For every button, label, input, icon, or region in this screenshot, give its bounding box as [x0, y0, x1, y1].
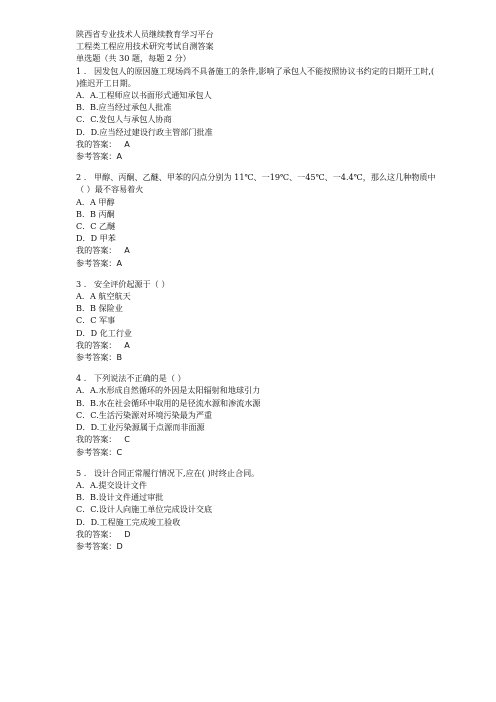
my-answer-value: A: [124, 138, 130, 149]
question-stem: [76, 467, 436, 479]
question-number: 3 .: [76, 278, 87, 289]
answer-option: C．C.发包人与承包人协商: [76, 114, 172, 125]
reference-answer-label: 参考答案：: [76, 151, 117, 162]
reference-answer-value: D: [116, 540, 123, 551]
reference-answer-value: C: [116, 446, 123, 457]
answer-option: A．A 航空航天: [76, 291, 131, 302]
my-answer-line: [76, 138, 436, 150]
answer-option: B．B 丙酮: [76, 208, 115, 219]
answer-option: C．C.生活污染源对环境污染最为严重: [76, 409, 213, 420]
my-answer-value: D: [124, 528, 131, 539]
answer-option: B．B.设计文件通过审批: [76, 492, 164, 503]
question-stem: [76, 372, 436, 384]
answer-option: C．C 乙醚: [76, 221, 116, 232]
my-answer-line: [76, 433, 436, 445]
question-text: 甲醇、丙酮、乙醚、甲苯的闪点分别为 11℃、一19℃、一45℃、一4.4℃，那么这几种物质中（ ）最不容易着火: [76, 172, 436, 195]
document-title: 陕西省专业技术人员继续教育学习平台: [76, 29, 214, 39]
document-page: [76, 28, 436, 552]
answer-option: D．D 化工行业: [76, 327, 133, 338]
question-list: [76, 65, 436, 553]
question-stem: [76, 278, 436, 290]
my-answer-value: A: [124, 245, 130, 256]
answer-option: D．D.应当经过建设行政主管部门批准: [76, 126, 213, 137]
answer-option: B．B.应当经过承包人批准: [76, 102, 172, 113]
answer-option: B．B 保险业: [76, 303, 123, 314]
answer-option: A．A.水形成自然循环的外因是太阳辐射和地球引力: [76, 385, 261, 396]
my-answer-label: 我的答案：: [76, 339, 117, 350]
answer-option: B．B.水在社会循环中取用的是径流水源和渗流水源: [76, 397, 261, 408]
question-stem: [76, 171, 436, 195]
answer-option: C．C.设计人向施工单位完成设计交底: [76, 504, 213, 515]
question-text: 下列说法不正确的是（ ）: [94, 373, 186, 384]
question-number: 1 .: [76, 65, 87, 76]
my-answer-label: 我的答案：: [76, 528, 117, 539]
document-subtitle: 工程类工程应用技术研究考试自测答案: [76, 41, 214, 52]
my-answer-value: C: [124, 434, 130, 445]
my-answer-label: 我的答案：: [76, 245, 117, 256]
my-answer-line: [76, 244, 436, 256]
section-heading: 单选题（共 30 题，每题 2 分）: [76, 53, 191, 64]
reference-answer-label: 参考答案：: [76, 540, 117, 551]
question-text: 因发包人的原因施工现场尚不具备施工的条件,影响了承包人不能按照协议书约定的日期开工时,( )推迟开工日期。: [76, 65, 435, 88]
answer-option: A．A.工程师应以书面形式通知承包人: [76, 90, 212, 101]
answer-option: D．D.工业污染源属于点源而非面源: [76, 422, 205, 433]
reference-answer-label: 参考答案：: [76, 352, 117, 363]
question-block: [76, 372, 436, 457]
question-text: 安全评价起源于（ ）: [94, 278, 170, 289]
reference-answer-label: 参考答案：: [76, 446, 117, 457]
reference-answer-label: 参考答案：: [76, 257, 117, 268]
answer-option: C．C 军事: [76, 315, 116, 326]
question-block: [76, 171, 436, 269]
question-number: 5 .: [76, 467, 87, 478]
reference-answer-line: [76, 351, 436, 363]
reference-answer-value: A: [116, 151, 123, 162]
answer-option: A．A 甲醇: [76, 196, 115, 207]
question-block: [76, 278, 436, 363]
my-answer-line: [76, 339, 436, 351]
question-text: 设计合同正常履行情况下,应在( )时终止合同。: [94, 467, 260, 478]
reference-answer-line: [76, 150, 436, 162]
question-stem: [76, 65, 436, 89]
question-number: 4 .: [76, 373, 87, 384]
my-answer-line: [76, 528, 436, 540]
reference-answer-line: [76, 257, 436, 269]
my-answer-label: 我的答案：: [76, 138, 117, 149]
reference-answer-value: A: [116, 257, 123, 268]
reference-answer-value: B: [116, 352, 123, 363]
answer-option: D．D 甲苯: [76, 233, 116, 244]
answer-option: A．A.提交设计文件: [76, 479, 147, 490]
my-answer-value: A: [124, 339, 130, 350]
reference-answer-line: [76, 446, 436, 458]
question-block: [76, 467, 436, 552]
reference-answer-line: [76, 540, 436, 552]
answer-option: D．D.工程施工完成竣工验收: [76, 516, 181, 527]
question-number: 2 .: [76, 172, 87, 183]
question-block: [76, 65, 436, 163]
my-answer-label: 我的答案：: [76, 434, 117, 445]
